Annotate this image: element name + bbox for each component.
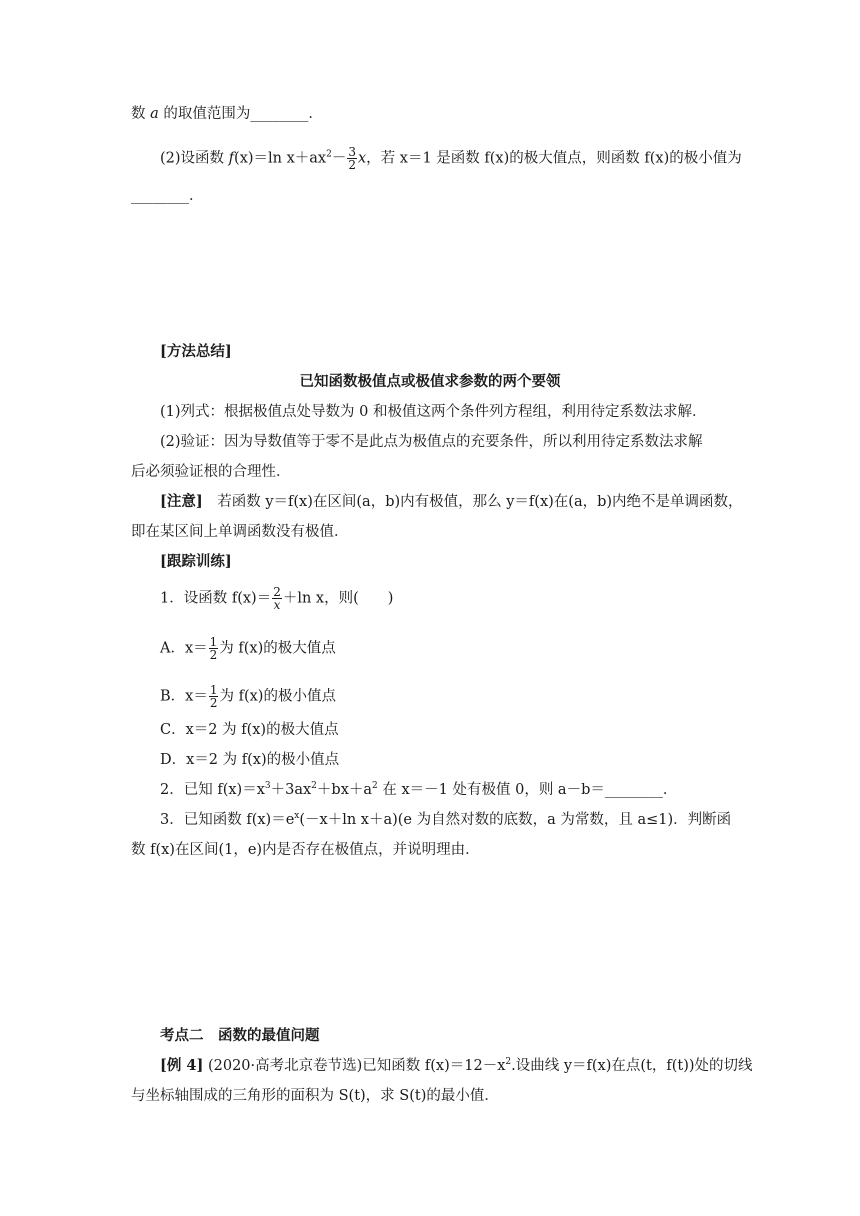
text: A．x＝ [160, 640, 208, 657]
practice-q1 [160, 586, 760, 611]
text: 3．已知函数 f(x)＝e [160, 812, 295, 828]
exponent: x [294, 811, 300, 821]
var-x: x [357, 150, 367, 167]
text: (2020·高考北京卷节选)已知函数 f(x)＝12－x [203, 1058, 506, 1074]
text: (－x＋ln x＋a)(e 为自然对数的底数，a 为常数，且 a≤1)．判断函 [299, 812, 732, 828]
practice-tag: [跟踪训练] [160, 553, 232, 570]
method-summary-tag: [方法总结] [160, 343, 232, 360]
fraction-1-2 [209, 684, 219, 709]
example-4-line1 [160, 1056, 760, 1076]
text: 为 f(x)的极大值点 [219, 640, 336, 657]
note-tag: [注意] [160, 493, 203, 510]
example-tag: [例 4] [160, 1057, 204, 1074]
note-line-2: 即在某区间上单调函数没有极值． [131, 524, 349, 540]
text: B．x＝ [160, 688, 208, 705]
practice-q2 [160, 780, 760, 800]
exponent: 2 [326, 149, 332, 160]
text: 数 [131, 106, 151, 122]
text: 为 f(x)的极小值点 [219, 688, 336, 705]
note-line-1 [160, 492, 760, 512]
method-point-1: (1)列式：根据极值点处导数为 0 和极值这两个条件列方程组，利用待定系数法求解． [160, 404, 707, 420]
method-summary-title: 已知函数极值点或极值求参数的两个要领 [299, 373, 561, 390]
option-a [160, 636, 760, 661]
denominator: 2 [209, 648, 218, 662]
text: .设曲线 y＝f(x)在点(t，f(t))处的切线 [511, 1058, 753, 1074]
range-question-tail [131, 104, 731, 124]
method-point-2-line1: (2)验证：因为导数值等于零不是此点为极值点的充要条件，所以利用待定系数法求解 [160, 434, 703, 450]
practice-q3-line2: 数 f(x)在区间(1，e)内是否存在极值点，并说明理由． [131, 842, 480, 858]
var-f: f [228, 150, 235, 167]
option-b [160, 684, 760, 709]
exponent: 3 [264, 781, 271, 791]
numerator: 1 [209, 635, 218, 649]
answer-blank: ________． [131, 188, 204, 204]
text: (x)＝ln x＋ax [234, 150, 327, 167]
option-d: D．x＝2 为 f(x)的极小值点 [160, 752, 340, 768]
exponent: 2 [505, 1057, 512, 1067]
text: － [331, 150, 347, 167]
text: 2．已知 f(x)＝x [160, 782, 265, 798]
var-a: a [150, 106, 159, 122]
method-point-2-line2: 后必须验证根的合理性． [131, 464, 291, 480]
denominator: x [273, 598, 281, 612]
text: 的取值范围为________． [158, 106, 323, 122]
text: ＋bx＋a [316, 782, 373, 798]
text: ＋3ax [270, 782, 312, 798]
text: 在 x＝－1 处有极值 0，则 a－b＝________． [377, 782, 678, 798]
numerator: 3 [348, 145, 356, 159]
option-c: C．x＝2 为 f(x)的极大值点 [160, 722, 339, 738]
exponent: 2 [311, 781, 317, 791]
text: 若函数 y＝f(x)在区间(a，b)内有极值，那么 y＝f(x)在(a，b)内绝不是单调函数， [202, 494, 743, 510]
text: (2)设函数 [160, 150, 229, 167]
exponent: 2 [372, 781, 378, 791]
fraction-2-x [272, 586, 282, 611]
fraction-3-2 [347, 146, 357, 171]
text: ＋ln x，则( ) [282, 590, 394, 607]
numerator: 2 [273, 585, 281, 599]
question-2-blank [131, 186, 731, 206]
text: 1．设函数 f(x)＝ [160, 590, 272, 607]
question-2-line [160, 146, 760, 171]
example-4-line2: 与坐标轴围成的三角形的面积为 S(t)，求 S(t)的最小值． [131, 1088, 499, 1104]
denominator: 2 [209, 696, 218, 710]
denominator: 2 [348, 158, 356, 172]
fraction-1-2 [209, 636, 219, 661]
practice-q3-line1 [160, 810, 760, 830]
numerator: 1 [209, 683, 218, 697]
text: ，若 x＝1 是函数 f(x)的极大值点，则函数 f(x)的极小值为 [366, 150, 742, 167]
section-title: 考点二 函数的最值问题 [160, 1027, 320, 1044]
